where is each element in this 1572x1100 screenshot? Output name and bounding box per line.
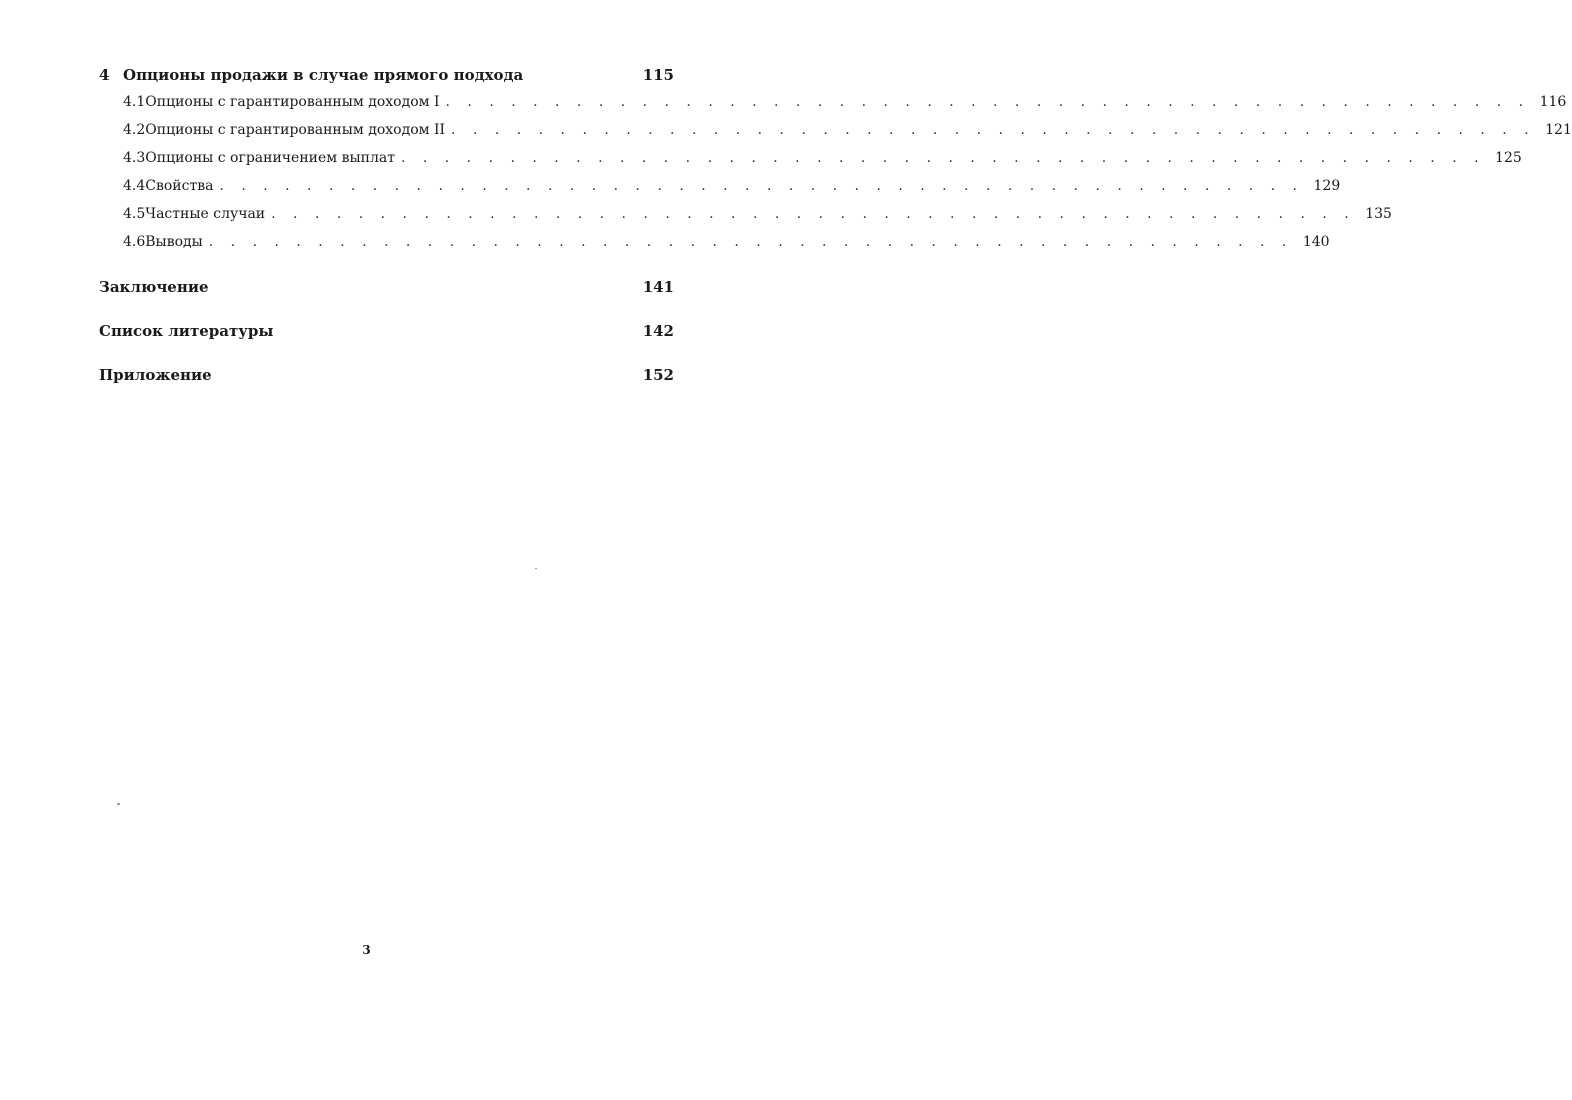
chapter-title: Опционы продажи в случае прямого подхода	[123, 66, 524, 84]
section-number: 4.1	[123, 94, 146, 110]
section-number: 4.6	[123, 234, 146, 250]
section-page-number: 140	[1302, 234, 1330, 250]
chapter-number: 4	[99, 66, 110, 84]
section-page-number: 135	[1365, 206, 1392, 222]
leader-dots: . . . . . . . . . . . . . . . . . . . . . . . . . . . . . . . . . . . . . . . . . . . . . . . . . .	[445, 94, 1530, 110]
table-of-contents	[99, 66, 1572, 410]
section-number: 4.3	[123, 150, 146, 166]
section-number: 4.4	[123, 178, 146, 194]
section-page-number: 129	[1313, 178, 1341, 194]
toc-section-entry	[99, 122, 1572, 150]
section-title: Опционы с ограничением выплат	[145, 150, 395, 166]
section-page-number: 125	[1495, 150, 1522, 166]
leader-dots: . . . . . . . . . . . . . . . . . . . . . . . . . . . . . . . . . . . . . . . . . . . . . . . . . .	[451, 122, 1536, 138]
section-page-number: 116	[1539, 94, 1567, 110]
toc-section-entry	[99, 234, 1330, 262]
part-title: Заключение	[99, 278, 209, 296]
scan-speck	[535, 568, 537, 569]
part-title: Список литературы	[99, 322, 274, 340]
toc-part-entry	[99, 366, 674, 410]
toc-section-entry	[99, 206, 1392, 234]
section-page-number: 121	[1545, 122, 1572, 138]
page-number: 3	[362, 943, 371, 957]
section-number: 4.5	[123, 206, 146, 222]
leader-dots: . . . . . . . . . . . . . . . . . . . . . . . . . . . . . . . . . . . . . . . . . . . . . . . . . .	[400, 150, 1486, 166]
part-page-number: 152	[642, 366, 674, 384]
toc-part-entry	[99, 322, 674, 366]
toc-chapter-entry	[99, 66, 674, 94]
part-page-number: 142	[642, 322, 674, 340]
toc-section-entry	[99, 178, 1341, 206]
section-title: Опционы с гарантированным доходом II	[145, 122, 446, 138]
section-title: Опционы с гарантированным доходом I	[145, 94, 440, 110]
part-title: Приложение	[99, 366, 212, 384]
scan-speck	[117, 802, 121, 805]
toc-part-entry	[99, 278, 674, 322]
part-page-number: 141	[642, 278, 674, 296]
section-number: 4.2	[123, 122, 146, 138]
toc-section-entry	[99, 150, 1522, 178]
leader-dots: . . . . . . . . . . . . . . . . . . . . . . . . . . . . . . . . . . . . . . . . . . . . . . . . . .	[271, 206, 1356, 222]
chapter-page-number: 115	[642, 66, 674, 84]
section-title: Выводы	[145, 234, 203, 250]
section-title: Свойства	[145, 178, 214, 194]
leader-dots: . . . . . . . . . . . . . . . . . . . . . . . . . . . . . . . . . . . . . . . . . . . . . . . . . .	[219, 178, 1304, 194]
leader-dots: . . . . . . . . . . . . . . . . . . . . . . . . . . . . . . . . . . . . . . . . . . . . . . . . . .	[208, 234, 1293, 250]
toc-section-entry	[99, 94, 1567, 122]
section-title: Частные случаи	[145, 206, 266, 222]
